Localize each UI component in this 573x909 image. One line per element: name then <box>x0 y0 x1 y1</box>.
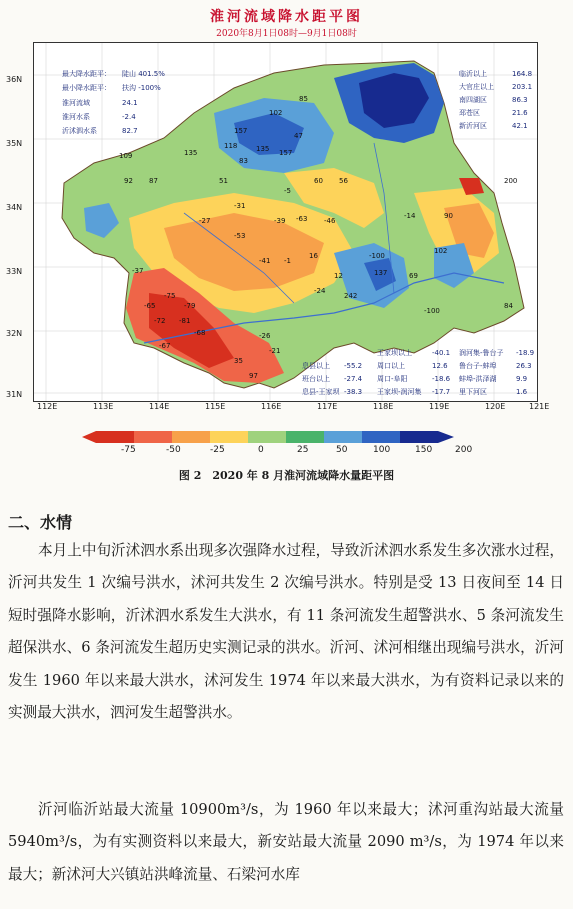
station-value: 242 <box>344 292 358 300</box>
lon-label: 121E <box>529 402 550 411</box>
station-value: -72 <box>154 317 166 325</box>
stat-value: 1.6 <box>516 388 528 396</box>
lon-label: 119E <box>429 402 450 411</box>
stat-min-label: 最小降水距平： <box>62 84 111 92</box>
stat-value: -27.4 <box>344 375 363 383</box>
station-value: -63 <box>296 215 308 223</box>
legend-swatch <box>134 431 172 443</box>
stat-max-value: 陡山 401.5% <box>122 70 165 78</box>
legend-swatch <box>248 431 286 443</box>
station-value: 200 <box>504 177 518 185</box>
station-value: 92 <box>124 177 133 185</box>
station-value: 56 <box>339 177 348 185</box>
station-value: 35 <box>234 357 243 365</box>
stat-label: 里下河区 <box>459 388 487 396</box>
lon-label: 112E <box>37 402 58 411</box>
legend-arrow-left <box>82 431 96 443</box>
legend-swatch <box>96 431 134 443</box>
station-value: -53 <box>234 232 246 240</box>
stat-value: -18.6 <box>432 375 451 383</box>
legend-swatch <box>362 431 400 443</box>
stat-value: -55.2 <box>344 362 363 370</box>
map-svg <box>34 43 537 401</box>
stat-value: 164.8 <box>512 70 533 78</box>
legend-swatch <box>210 431 248 443</box>
stat-value: 86.3 <box>512 96 528 104</box>
stat-value: 21.6 <box>512 109 528 117</box>
stat-max-label: 最大降水距平： <box>62 70 111 78</box>
legend-swatch <box>172 431 210 443</box>
lon-label: 117E <box>317 402 338 411</box>
stat-label: 周口以上 <box>377 362 405 370</box>
station-value: -5 <box>284 187 291 195</box>
stat-label: 王家坝-润河集 <box>377 388 422 396</box>
figure-caption: 图 2 2020 年 8 月淮河流域降水量距平图 <box>178 469 395 482</box>
station-value: 84 <box>504 302 513 310</box>
stat-value: 42.1 <box>512 122 528 130</box>
station-value: -100 <box>424 307 440 315</box>
station-value: 109 <box>119 152 133 160</box>
station-value: 102 <box>434 247 448 255</box>
lat-label: 35N <box>6 139 23 148</box>
stat-label: 蚌埠-洪泽湖 <box>459 375 497 383</box>
lat-label: 33N <box>6 267 23 276</box>
station-value: -39 <box>274 217 286 225</box>
stat-label: 周口-阜阳 <box>377 375 408 383</box>
stat-value: -38.3 <box>344 388 363 396</box>
stat-value: 12.6 <box>432 362 448 370</box>
stat-label: 息县以上 <box>302 362 330 370</box>
lon-label: 116E <box>261 402 282 411</box>
stat-value: 24.1 <box>122 99 138 107</box>
lon-label: 113E <box>93 402 114 411</box>
station-value: 60 <box>314 177 323 185</box>
precipitation-anomaly-map <box>33 42 538 402</box>
stat-value: 9.9 <box>516 375 528 383</box>
legend-arrow-right <box>438 431 454 443</box>
station-value: -14 <box>404 212 416 220</box>
station-value: -41 <box>259 257 271 265</box>
legend-tick: 0 <box>258 445 264 455</box>
stat-value: -2.4 <box>122 113 136 121</box>
station-value: -75 <box>164 292 176 300</box>
lon-label: 120E <box>485 402 506 411</box>
stat-label: 南四湖区 <box>459 96 487 104</box>
stat-min-value: 扶沟 -100% <box>122 84 161 92</box>
legend-tick: -25 <box>210 445 225 455</box>
stat-label: 王家坝以上 <box>377 349 412 357</box>
stat-label: 淮河水系 <box>62 113 90 121</box>
station-value: 85 <box>299 95 308 103</box>
legend-tick: 50 <box>336 445 348 455</box>
station-value: 118 <box>224 142 238 150</box>
station-value: -27 <box>199 217 211 225</box>
legend-tick: 200 <box>455 445 473 455</box>
station-value: 69 <box>409 272 418 280</box>
station-value: 157 <box>279 149 293 157</box>
color-legend <box>82 430 502 444</box>
station-value: -24 <box>314 287 326 295</box>
lat-label: 32N <box>6 329 23 338</box>
stat-label: 息县-王家坝 <box>302 388 340 396</box>
station-value: 135 <box>256 145 270 153</box>
stat-value: 82.7 <box>122 127 138 135</box>
station-value: 12 <box>334 272 343 280</box>
lat-label: 36N <box>6 75 23 84</box>
station-value: 51 <box>219 177 228 185</box>
stat-label: 班台以上 <box>302 375 330 383</box>
stat-label: 临沂以上 <box>459 70 487 78</box>
legend-tick: -50 <box>166 445 181 455</box>
station-value: -100 <box>369 252 385 260</box>
lon-label: 114E <box>149 402 170 411</box>
station-value: -68 <box>194 329 206 337</box>
station-value: 16 <box>309 252 318 260</box>
paragraph: 本月上中旬沂沭泗水系出现多次强降水过程，导致沂沭泗水系发生多次涨水过程，沂河共发生 1 次编号洪水，沭河共发生 2 次编号洪水。特别是受 13 日夜间至 14 日短时强降水影响，沂沭泗水系发生大洪水，有 11 条河流发生超警洪水、5 条河流发生超保洪水、6 条河流发生超历史实测记录的洪水。沂河、沭河相继出现编号洪水，沂河发生 1960 年以来最大洪水，沭河发生 1974 年以来最大洪水，为有资料记录以来的实测最大洪水，泗河发生超警洪水。 <box>8 542 564 722</box>
stat-value: -40.1 <box>432 349 451 357</box>
stat-value: -18.9 <box>516 349 535 357</box>
station-value: -31 <box>234 202 246 210</box>
station-value: 135 <box>184 149 198 157</box>
station-value: 83 <box>239 157 248 165</box>
station-value: 90 <box>444 212 453 220</box>
station-value: 157 <box>234 127 248 135</box>
stat-label: 大官庄以上 <box>459 83 494 91</box>
station-value: -81 <box>179 317 191 325</box>
stat-value: 26.3 <box>516 362 532 370</box>
paragraph: 沂河临沂站最大流量 10900m³/s，为 1960 年以来最大；沭河重沟站最大流量 5940m³/s，为有实测资料以来最大，新安站最大流量 2090 m³/s，为 1974 年以来最大；新沭河大兴镇站洪峰流量、石梁河水库 <box>8 801 564 883</box>
lat-label: 34N <box>6 203 23 212</box>
map-subtitle: 2020年8月1日08时—9月1日08时 <box>216 29 357 39</box>
station-value: -65 <box>144 302 156 310</box>
stat-value: 203.1 <box>512 83 533 91</box>
legend-tick: 25 <box>297 445 309 455</box>
legend-swatch <box>324 431 362 443</box>
station-value: 102 <box>269 109 283 117</box>
station-value: -1 <box>284 257 291 265</box>
stat-label: 鲁台子-蚌埠 <box>459 362 497 370</box>
legend-tick: 100 <box>373 445 391 455</box>
station-value: 137 <box>374 269 388 277</box>
station-value: -46 <box>324 217 336 225</box>
legend-swatch <box>286 431 324 443</box>
lon-label: 115E <box>205 402 226 411</box>
station-value: -21 <box>269 347 281 355</box>
station-value: -79 <box>184 302 196 310</box>
stat-label: 淮河流域 <box>62 99 90 107</box>
lon-label: 118E <box>373 402 394 411</box>
station-value: 47 <box>294 132 303 140</box>
section-heading: 二、水情 <box>8 513 73 532</box>
station-value: -37 <box>132 267 144 275</box>
legend-tick: -75 <box>121 445 136 455</box>
station-value: -67 <box>159 342 171 350</box>
stat-label: 沂沭泗水系 <box>62 127 97 135</box>
stat-label: 新沂河区 <box>459 122 487 130</box>
station-value: 87 <box>149 177 158 185</box>
stat-label: 润河集-鲁台子 <box>459 349 504 357</box>
station-value: -26 <box>259 332 271 340</box>
lat-label: 31N <box>6 390 23 399</box>
legend-tick: 150 <box>415 445 433 455</box>
map-title: 淮河流域降水距平图 <box>210 9 363 25</box>
stat-label: 邳苍区 <box>459 109 480 117</box>
stat-value: -17.7 <box>432 388 451 396</box>
station-value: 97 <box>249 372 258 380</box>
legend-swatch <box>400 431 438 443</box>
